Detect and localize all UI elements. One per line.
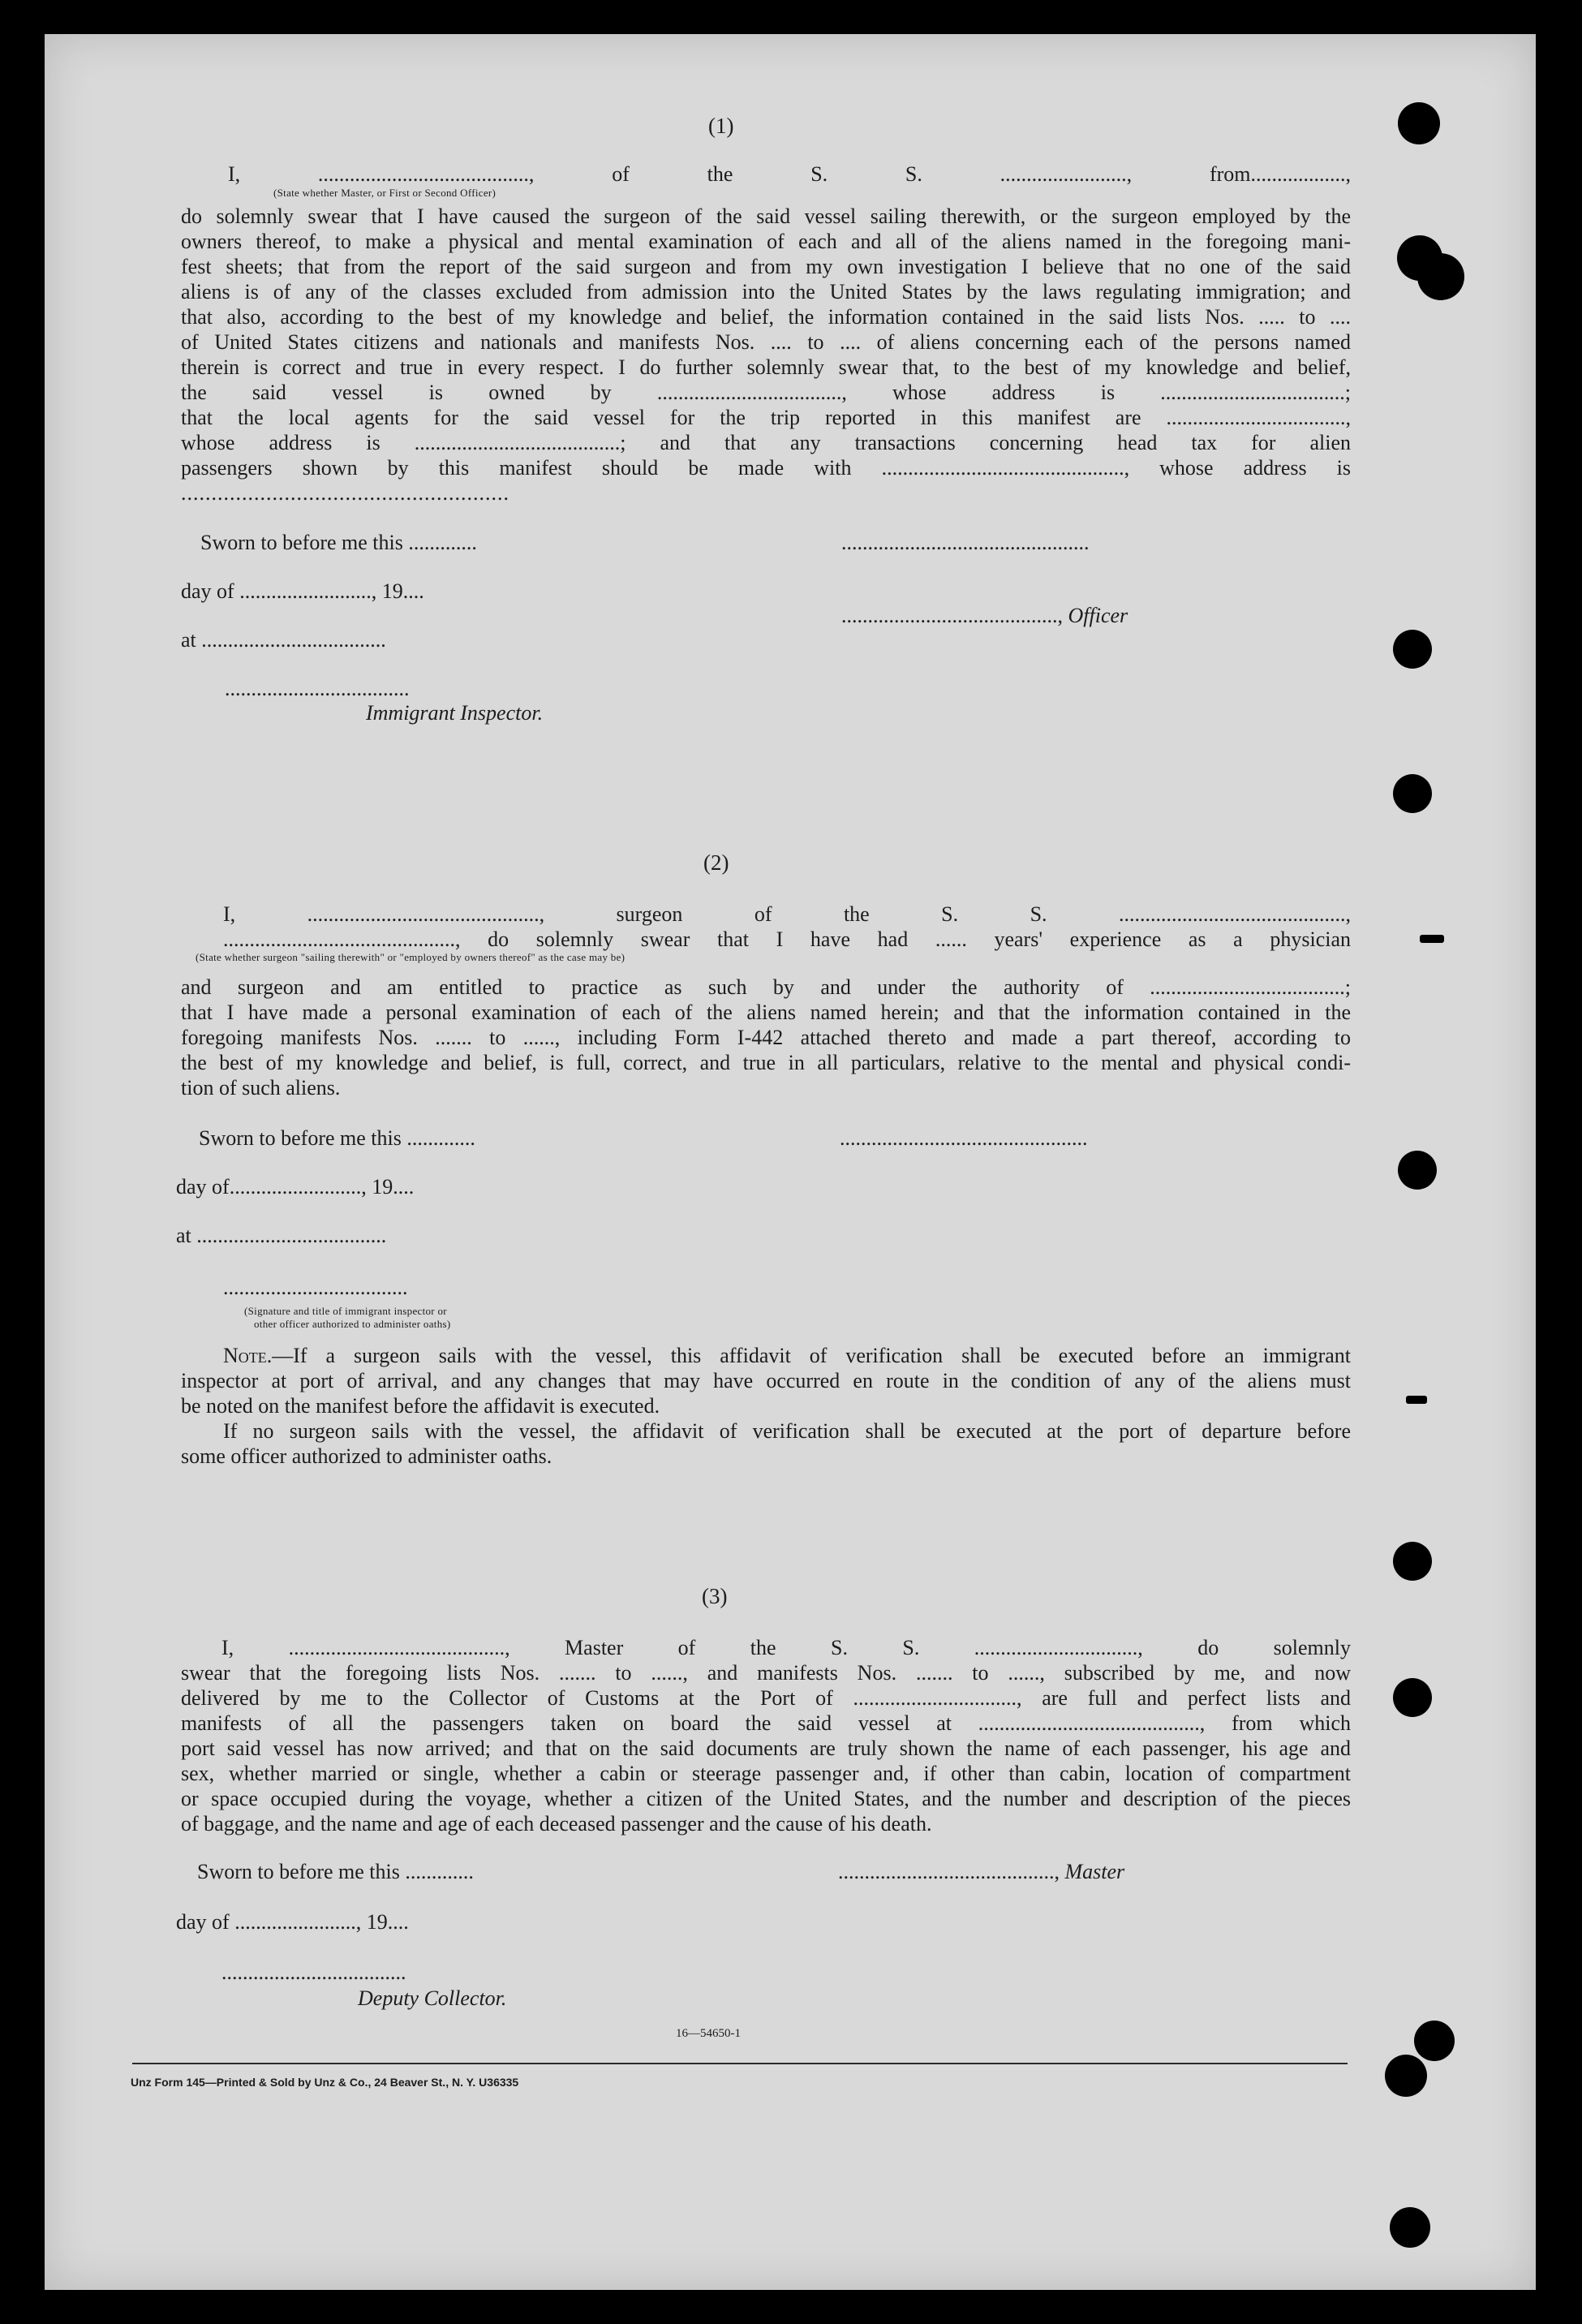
section-2-line: I, ............................................, surgeon of the S. S. ..........................................., [223,902,1351,926]
punch-hole [1393,1678,1432,1717]
note-line: If no surgeon sails with the vessel, the affidavit of verification shall be executed at the port of departure before [223,1419,1351,1443]
section-2-line: ............................................, do solemnly swear that I have had ...... years' experience as a physician [223,927,1351,951]
officer-signature-line: ........................................., [841,604,1068,627]
signature-line: ............................................... [841,531,1090,554]
master-label: Master [1064,1860,1125,1883]
signature-note: other officer authorized to administer oaths) [254,1318,451,1330]
section-2-number: (2) [703,850,729,875]
sworn-line: Sworn to before me this ............. [200,531,477,554]
day-line: day of ......................., 19.... [176,1910,409,1934]
collector-title: Deputy Collector. [358,1986,507,2010]
section-1-line: fest sheets; that from the report of the said surgeon and from my own investigation I believe that no one of the said [181,255,1351,278]
surgeon-signature-line: ............................................... [840,1126,1088,1150]
section-1-line: that the local agents for the said vessel for the trip reported in this manifest are .................................., [181,406,1351,429]
printer-credit: Unz Form 145—Printed & Sold by Unz & Co., 24 Beaver St., N. Y. U36335 [131,2076,519,2089]
section-3-line: port said vessel has now arrived; and that on the said documents are truly shown the name of each passenger, his age and [181,1737,1351,1760]
officer-rank-note: (State whether Master, or First or Second Officer) [273,187,497,199]
note-line: inspector at port of arrival, and any changes that may have occurred en route in the condition of any of the aliens must [181,1369,1351,1392]
section-3-line: manifests of all the passengers taken on board the said vessel at .........................................., from which [181,1711,1351,1735]
section-3-line: or space occupied during the voyage, whether a citizen of the United States, and the number and description of the pieces [181,1787,1351,1810]
day-line: day of........................., 19.... [176,1175,415,1199]
section-3-number: (3) [702,1584,728,1608]
section-1-line: the said vessel is owned by ..................................., whose address is ...................................; [181,381,1351,404]
at-line: at .................................... [176,1224,387,1247]
section-2-line: tion of such aliens. [181,1076,341,1100]
inspector-signature-line: ................................... [223,1276,408,1299]
section-1-line: owners thereof, to make a physical and mental examination of each and all of the aliens named in the foregoing mani- [181,230,1351,253]
section-1-line: therein is correct and true in every respect. I do further solemnly swear that, to the best of my knowledge and belief, [181,355,1351,379]
note-line: some officer authorized to administer oaths. [181,1444,552,1468]
punch-hole [1420,935,1444,943]
section-1-line: do solemnly swear that I have caused the surgeon of the said vessel sailing therewith, or the surgeon employed by the [181,204,1351,228]
punch-hole [1393,774,1432,813]
note-label: Note. [223,1344,273,1367]
document-page [45,34,1536,2290]
section-1-line: of United States citizens and nationals and manifests Nos. .... to .... of aliens concerning each of the persons named [181,330,1351,354]
sworn-line: Sworn to before me this ............. [197,1860,474,1883]
surgeon-status-note: (State whether surgeon "sailing therewith" or "employed by owners thereof" as the case may be) [196,951,625,963]
collector-signature-line: ................................... [221,1960,406,1984]
section-2-line: and surgeon and am entitled to practice as such by and under the authority of .....................................; [181,975,1351,999]
section-1-line: that also, according to the best of my knowledge and belief, the information contained in the said lists Nos. ..... to .... [181,305,1351,329]
punch-hole [1417,253,1464,300]
officer-label: Officer [1068,604,1128,627]
section-2-line: that I have made a personal examination of each of the aliens named herein; and that the information contained in the [181,1001,1351,1024]
master-signature-line: ........................................., [838,1860,1065,1883]
inspector-signature-line: ................................... [225,677,410,700]
punch-hole [1398,1151,1437,1190]
section-2-line: foregoing manifests Nos. ....... to ......, including Form I-442 attached thereto and made a part thereof, according to [181,1026,1351,1049]
form-number: 16—54650-1 [676,2027,741,2040]
section-1-line: aliens is of any of the classes excluded from admission into the United States by the laws regulating immigration; and [181,280,1351,303]
punch-hole [1406,1396,1427,1404]
note-text: —If a surgeon sails with the vessel, this affidavit of verification shall be executed before an immigrant [272,1344,1351,1367]
section-1-line: I, ........................................, of the S. S. ........................, from.................., [228,162,1351,186]
punch-hole [1398,102,1440,144]
punch-hole [1414,2021,1455,2061]
note-line [181,1344,1351,1369]
footer-rule [132,2063,1348,2064]
punch-hole [1393,1542,1432,1581]
punch-hole [1390,2207,1430,2248]
section-1-line: whose address is .......................................; and that any transactions concerning head tax for alien [181,431,1351,454]
at-line: at ................................... [181,628,386,652]
section-3-line: delivered by me to the Collector of Customs at the Port of ..............................., are full and perfect lists and [181,1686,1351,1710]
note-line: be noted on the manifest before the affidavit is executed. [181,1394,660,1418]
punch-hole [1393,630,1432,669]
section-1-line: passengers shown by this manifest should be made with .............................................., whose address is [181,456,1351,480]
sworn-line: Sworn to before me this ............. [199,1126,475,1150]
punch-hole [1385,2055,1427,2097]
section-3-line: sex, whether married or single, whether a cabin or steerage passenger and, if other than cabin, location of compartment [181,1762,1351,1785]
section-1-line: ...................................................... [181,481,509,505]
inspector-title: Immigrant Inspector. [366,701,544,725]
day-line: day of ........................., 19.... [181,579,424,603]
section-3-line: I, ........................................., Master of the S. S. ..............................., do solemnly [221,1636,1351,1659]
section-3-line: swear that the foregoing lists Nos. ....... to ......, and manifests Nos. ....... to ......, subscribed by me, and now [181,1661,1351,1685]
section-1-number: (1) [708,114,734,138]
section-2-line: the best of my knowledge and belief, is full, correct, and true in all particulars, relative to the mental and physical condi- [181,1051,1351,1074]
signature-note: (Signature and title of immigrant inspector or [244,1305,447,1317]
section-3-line: of baggage, and the name and age of each deceased passenger and the cause of his death. [181,1812,932,1836]
